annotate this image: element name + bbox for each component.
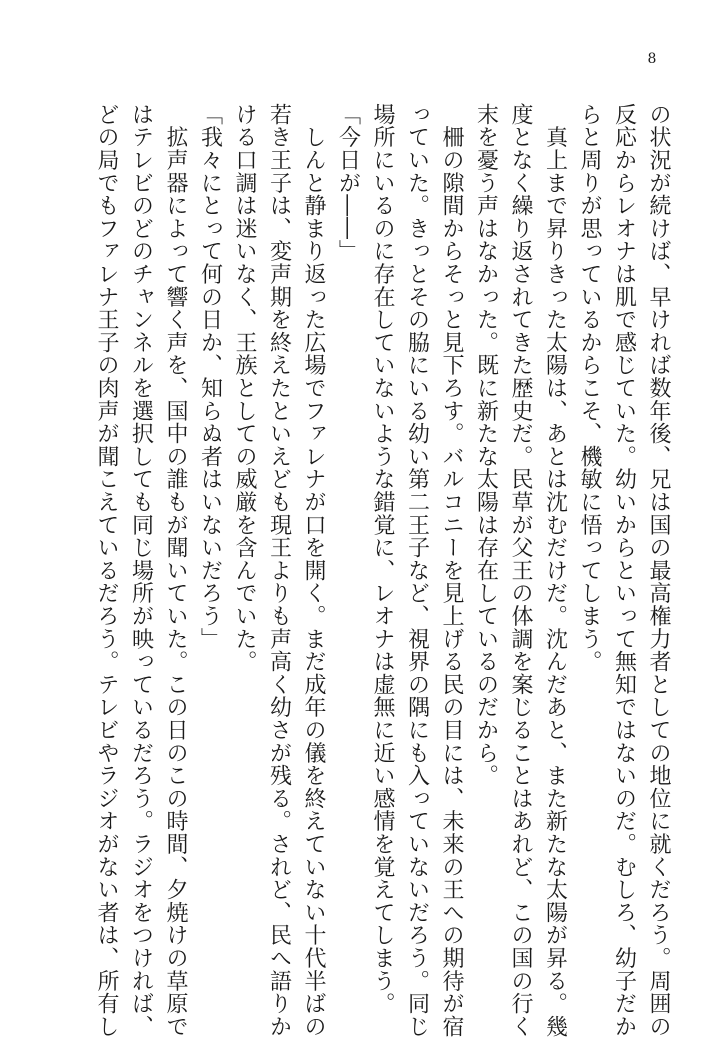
text-line: 若き王子は、変声期を終えたといえども現王よりも声高く幼さが残る。されど、民へ語りか (266, 103, 292, 1038)
text-line: しんと静まり返った広場でファレナが口を開く。まだ成年の儀を終えていない十代半ばの (301, 103, 326, 1038)
text-line: 拡声器によって響く声を、国中の誰もが聞いていた。この日のこの時間、夕焼けの草原で (163, 103, 188, 1038)
text-line: 度となく繰り返されてきた歴史だ。民草が父王の体調を案じることはあれど、この国の行く (508, 103, 533, 1038)
text-line: 反応からレオナは肌で感じていた。幼いからといって無知ではないのだ。むしろ、幼子だか (611, 103, 637, 1038)
text-line: 「我々にとって何の日か、知らぬ者はいないだろう」 (197, 103, 223, 651)
text-line: 場所にいるのに存在していないような錯覚に、レオナは虚無に近い感情を覚えてしまう。 (370, 103, 395, 1015)
text-line: の状況が続けば、早ければ数年後、兄は国の最高権力者としての地位に就くだろう。周囲の (646, 103, 671, 1038)
text-line: 柵の隙間からそっと見下ろす。バルコニーを見上げる民の目には、未来の王への期待が宿 (439, 103, 464, 1038)
text-line: どの局でもファレナ王子の肉声が聞こえているだろう。テレビやラジオがない者は、所有し (94, 103, 119, 1038)
text-line: ける口調は迷いなく、王族としての威厳を含んでいた。 (232, 103, 257, 673)
page-number: 8 (647, 51, 657, 67)
text-line: 末を憂う声はなかった。既に新たな太陽は存在しているのだから。 (473, 103, 499, 787)
body-text (94, 103, 675, 1038)
text-line: はテレビのどのチャンネルを選択しても同じ場所が映っているだろう。ラジオをつければ、 (128, 103, 154, 1038)
text-line: 「今日が――」 (335, 103, 361, 263)
text-line: らと周りが思っているからこそ、機敏に悟ってしまう。 (577, 103, 602, 673)
text-line: っていた。きっとその脇にいる幼い第二王子など、視界の隅にも入っていないだろう。同じ (404, 103, 430, 1038)
text-line: 真上まで昇りきった太陽は、あとは沈むだけだ。沈んだあと、また新たな太陽が昇る。幾 (542, 103, 568, 1038)
